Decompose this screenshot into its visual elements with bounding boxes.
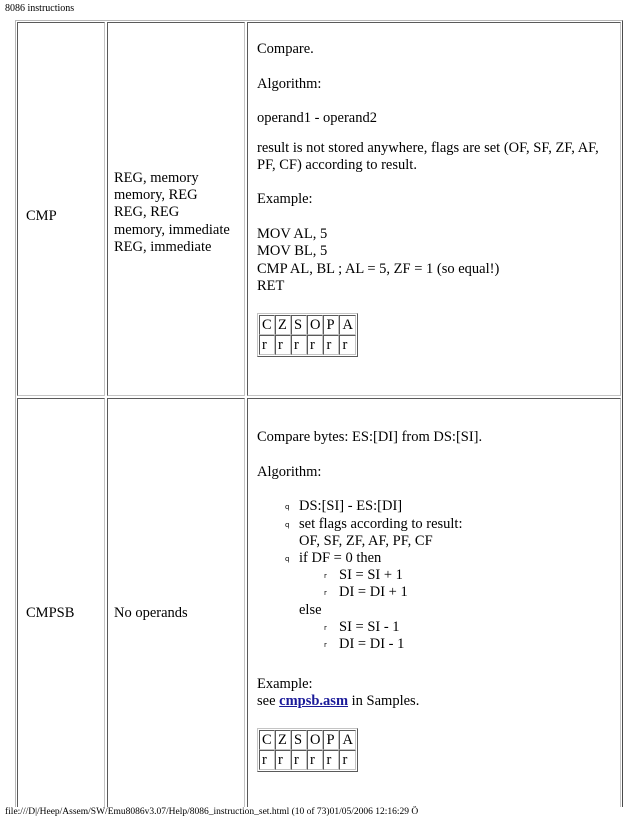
example-see-line bbox=[257, 693, 419, 710]
flag-value: r bbox=[307, 750, 323, 770]
example-label: Example: bbox=[257, 191, 313, 207]
algorithm-label: Algorithm: bbox=[257, 76, 322, 92]
algorithm-step: OF, SF, ZF, AF, PF, CF bbox=[299, 533, 433, 549]
list-bullet-icon: r bbox=[324, 572, 327, 580]
description-cell-cmpsb bbox=[247, 398, 621, 807]
flag-name: P bbox=[323, 315, 339, 335]
flag-value: r bbox=[259, 335, 275, 355]
note-line: PF, CF) according to result. bbox=[257, 157, 417, 173]
flag-value: r bbox=[275, 750, 291, 770]
flag-value: r bbox=[291, 335, 307, 355]
example-suffix-text: in Samples. bbox=[351, 693, 420, 709]
algorithm-else: else bbox=[299, 602, 322, 618]
algorithm-step: SI = SI + 1 bbox=[339, 567, 403, 583]
code-line: MOV AL, 5 bbox=[257, 226, 328, 242]
operand-line: REG, REG bbox=[114, 204, 180, 220]
list-bullet-icon: q bbox=[285, 521, 290, 529]
flags-value-row bbox=[259, 750, 356, 770]
description-text: Compare. bbox=[257, 41, 314, 57]
flag-name: C bbox=[259, 315, 275, 335]
instruction-cell-cmp bbox=[17, 22, 105, 396]
flag-name: Z bbox=[275, 730, 291, 750]
flag-value: r bbox=[307, 335, 323, 355]
flags-header-row bbox=[259, 315, 356, 335]
flag-name: A bbox=[339, 730, 355, 750]
flags-header-row bbox=[259, 730, 356, 750]
note-line: result is not stored anywhere, flags are set (OF, SF, ZF, AF, bbox=[257, 140, 599, 156]
algorithm-label: Algorithm: bbox=[257, 464, 322, 480]
algorithm-text: operand1 - operand2 bbox=[257, 110, 377, 126]
flag-name: C bbox=[259, 730, 275, 750]
algorithm-step: DI = DI - 1 bbox=[339, 636, 405, 652]
flag-value: r bbox=[275, 335, 291, 355]
operand-line: REG, memory bbox=[114, 170, 199, 186]
example-see-text: see bbox=[257, 693, 276, 709]
page-header-title: 8086 instructions bbox=[5, 3, 75, 14]
flags-table bbox=[257, 728, 358, 772]
algorithm-step: DS:[SI] - ES:[DI] bbox=[299, 498, 403, 514]
algorithm-step: DI = DI + 1 bbox=[339, 584, 408, 600]
flag-name: O bbox=[307, 730, 323, 750]
algorithm-step: set flags according to result: bbox=[299, 516, 463, 532]
page-footer-url: file:///D|/Heep/Assem/SW/Emu8086v3.07/Help/8086_instruction_set.html (10 of 73)01/05/2006 12:16:29 Ö bbox=[5, 807, 419, 817]
flag-value: r bbox=[291, 750, 307, 770]
algorithm-step: if DF = 0 then bbox=[299, 550, 382, 566]
flag-value: r bbox=[259, 750, 275, 770]
algorithm-step: SI = SI - 1 bbox=[339, 619, 400, 635]
flags-value-row bbox=[259, 335, 356, 355]
list-bullet-icon: q bbox=[285, 555, 290, 563]
instruction-name: CMP bbox=[26, 208, 57, 224]
flag-name: O bbox=[307, 315, 323, 335]
description-cell-cmp bbox=[247, 22, 621, 396]
flag-name: S bbox=[291, 730, 307, 750]
list-bullet-icon: r bbox=[324, 641, 327, 649]
flag-name: Z bbox=[275, 315, 291, 335]
flag-name: A bbox=[339, 315, 355, 335]
description-text: Compare bytes: ES:[DI] from DS:[SI]. bbox=[257, 429, 483, 445]
operand-line: No operands bbox=[114, 605, 188, 621]
list-bullet-icon: r bbox=[324, 624, 327, 632]
flag-value: r bbox=[323, 750, 339, 770]
list-bullet-icon: q bbox=[285, 503, 290, 511]
example-label: Example: bbox=[257, 676, 313, 692]
code-line: MOV BL, 5 bbox=[257, 243, 328, 259]
flag-value: r bbox=[339, 750, 355, 770]
flag-value: r bbox=[323, 335, 339, 355]
operand-line: memory, REG bbox=[114, 187, 198, 203]
list-bullet-icon: r bbox=[324, 589, 327, 597]
instruction-table bbox=[15, 20, 623, 807]
flag-name: S bbox=[291, 315, 307, 335]
flag-name: P bbox=[323, 730, 339, 750]
flag-value: r bbox=[339, 335, 355, 355]
operand-line: memory, immediate bbox=[114, 222, 230, 238]
operands-cell-cmp bbox=[107, 22, 245, 396]
cmpsb-sample-link[interactable]: cmpsb.asm bbox=[279, 693, 349, 709]
code-line: CMP AL, BL ; AL = 5, ZF = 1 (so equal!) bbox=[257, 261, 500, 277]
operands-cell-cmpsb bbox=[107, 398, 245, 807]
instruction-name: CMPSB bbox=[26, 605, 75, 621]
flags-table bbox=[257, 313, 358, 357]
operand-line: REG, immediate bbox=[114, 239, 212, 255]
code-line: RET bbox=[257, 278, 285, 294]
instruction-cell-cmpsb bbox=[17, 398, 105, 807]
